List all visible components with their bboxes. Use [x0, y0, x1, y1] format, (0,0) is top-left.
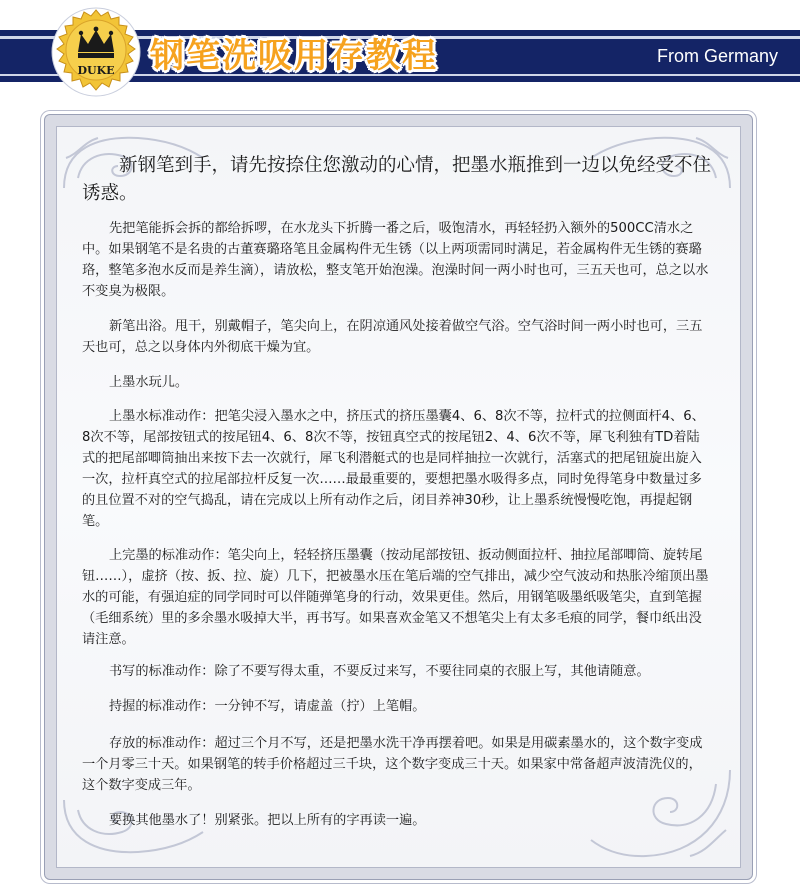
page-title: 钢笔洗吸用存教程: [150, 36, 438, 76]
paragraph-ink-intro: 上墨水玩儿。: [109, 375, 189, 390]
paragraph-fill-ink: 上墨水标准动作：把笔尖浸入墨水之中，挤压式的挤压墨囊4、6、8次不等，拉杆式的拉侧面杆4、6、8次不等，尾部按钮式的按尾钮4、6、8次不等，按钮真空式的按尾钮2、4、6次不等，犀飞利独有TD着陆式的把尾部唧筒抽出来按下去一次就行，犀飞利潜艇式的也是同样抽拉一次就行，活塞式的把尾钮旋出旋入一次，拉杆真空式的拉尾部拉杆反复一次……最最重要的，要想把墨水吸得多点，同时免得笔身中数量过多的且位置不对的空气捣乱，请在完成以上所有动作之后，闭目养神30秒，让上墨系统慢慢吃饱，再提起钢笔。: [82, 409, 705, 529]
paragraph-holding: 持握的标准动作：一分钟不写，请虚盖（拧）上笔帽。: [109, 699, 426, 714]
paragraph-after-fill: 上完墨的标准动作：笔尖向上，轻轻挤压墨囊（按动尾部按钮、扳动侧面拉杆、抽拉尾部唧筒、旋转尾钮……），虚挤（按、扳、拉、旋）几下，把被墨水压在笔后端的空气排出，减少空气波动和热胀冷缩顶出墨水的可能，有强迫症的同学同时可以伴随弹笔身的行动，效果更佳。然后，用钢笔吸墨纸吸笔尖，直到笔握（毛细系统）里的多余墨水吸掉大半，再书写。如果喜欢金笔又不想笔尖上有太多毛痕的同学，餐巾纸出没请注意。: [82, 548, 709, 647]
paragraph-change-ink: 要换其他墨水了！别紧张。把以上所有的字再读一遍。: [109, 813, 426, 828]
paragraph-soak: 先把笔能拆会拆的都给拆啰，在水龙头下折腾一番之后，吸饱清水，再轻轻扔入额外的500CC清水之中。如果钢笔不是名贵的古董赛璐珞笔且金属构件无生锈（以上两项需同时满足，若金属构件无生锈的赛璐珞，整笔多泡水反而是养生滴），请放松，整支笔开始泡澡。泡澡时间一两小时也可，三五天也可，总之以水不变臭为极限。: [82, 221, 709, 299]
origin-label: From Germany: [656, 46, 778, 66]
paragraph-storage: 存放的标准动作：超过三个月不写，还是把墨水洗干净再摆着吧。如果是用碳素墨水的，这个数字变成一个月零三十天。如果钢笔的转手价格超过三千块，这个数字变成三十天。如果家中常备超声波清洗仪的，这个数字变成三年。: [82, 736, 703, 793]
lead-paragraph: 新钢笔到手，请先按捺住您激动的心情，把墨水瓶推到一边以免经受不住诱惑。: [82, 155, 712, 204]
paragraph-writing: 书写的标准动作：除了不要写得太重，不要反过来写，不要往同桌的衣服上写，其他请随意。: [109, 664, 650, 679]
brand-text: DUKE: [77, 64, 115, 77]
paragraph-air-dry: 新笔出浴。甩干，别戴帽子，笔尖向上，在阴凉通风处接着做空气浴。空气浴时间一两小时也可，三五天也可，总之以身体内外彻底干燥为宜。: [82, 319, 703, 355]
duke-logo: [48, 4, 144, 100]
